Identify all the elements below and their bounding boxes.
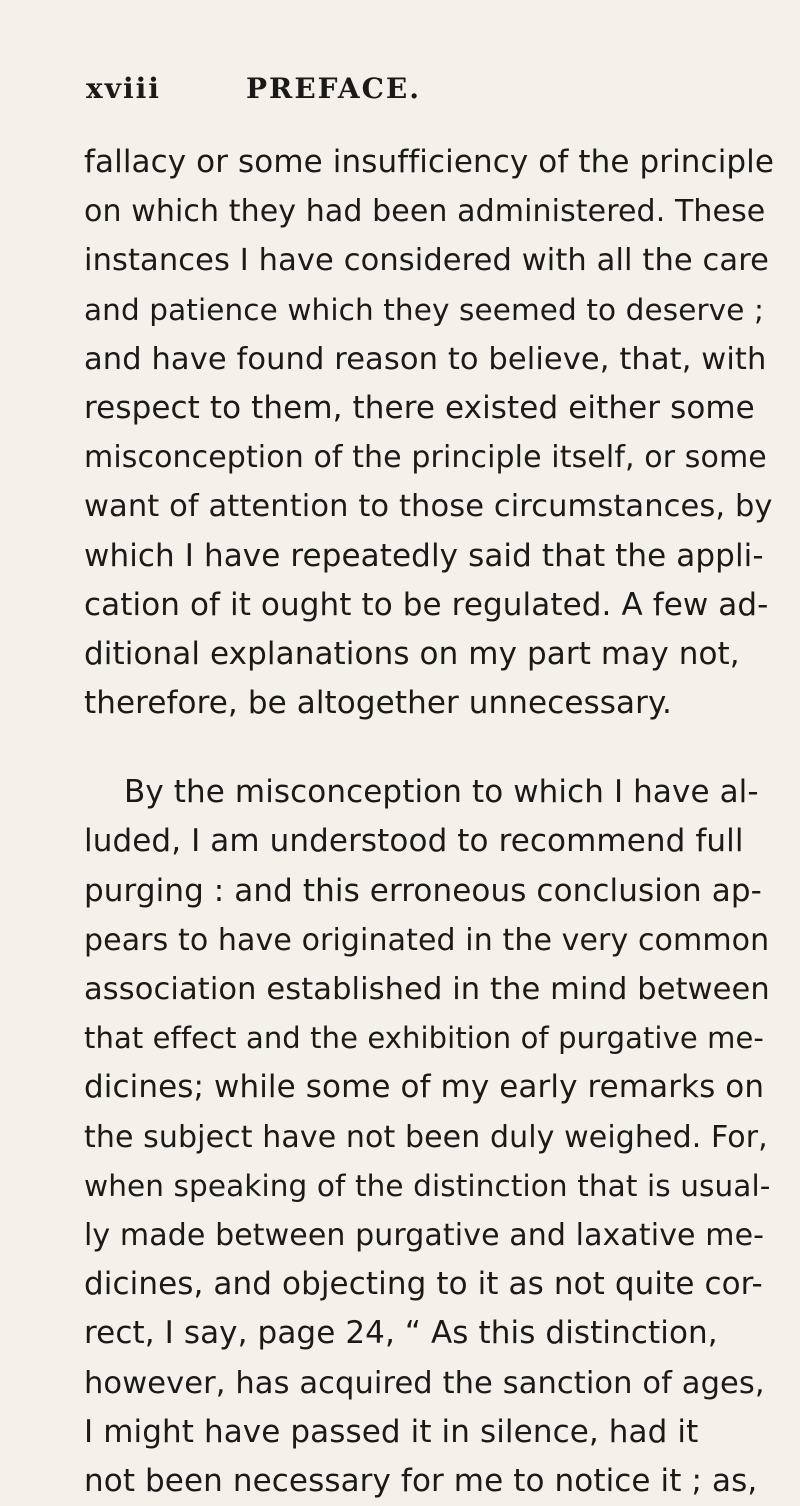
text-line: and have found reason to believe, that, with bbox=[84, 341, 767, 377]
paragraph-gap bbox=[84, 728, 774, 768]
text-line: not been necessary for me to notice it ; as, bbox=[84, 1462, 758, 1499]
text-line: I might have passed it in silence, had it bbox=[84, 1413, 699, 1450]
text-line: ly made between purgative and laxative me- bbox=[84, 1217, 765, 1253]
text-line: want of attention to those circumstances, by bbox=[84, 489, 773, 525]
text-line: when speaking of the distinction that is usual- bbox=[84, 1168, 771, 1203]
text-line: respect to them, there existed either some bbox=[84, 389, 755, 426]
text-line: cation of it ought to be regulated. A few ad- bbox=[84, 586, 769, 623]
paragraph-2 bbox=[84, 768, 774, 1506]
text-line: rect, I say, page 24, “ As this distinction, bbox=[84, 1315, 718, 1352]
text-line: luded, I am understood to recommend full bbox=[84, 823, 744, 860]
text-line: association established in the mind between bbox=[84, 972, 770, 1007]
page-number: xviii bbox=[86, 72, 161, 105]
running-title: PREFACE. bbox=[246, 72, 422, 105]
text-line: dicines, and objecting to it as not quite cor- bbox=[84, 1266, 763, 1303]
text-line: instances I have considered with all the care bbox=[84, 243, 770, 279]
body-text bbox=[84, 138, 774, 1506]
text-line: ditional explanations on my part may not, bbox=[84, 635, 740, 672]
text-line: By the misconception to which I have al- bbox=[124, 774, 759, 811]
running-head bbox=[86, 72, 526, 112]
text-line: dicines; while some of my early remarks on bbox=[84, 1069, 765, 1106]
text-line: purging : and this erroneous conclusion ap- bbox=[84, 872, 762, 909]
text-line: the subject have not been duly weighed. For, bbox=[84, 1119, 768, 1155]
text-line: that effect and the exhibition of purgative me- bbox=[84, 1021, 764, 1056]
text-line: which I have repeatedly said that the appli- bbox=[84, 537, 764, 574]
text-line: and patience which they seemed to deserve ; bbox=[84, 292, 764, 327]
text-line: fallacy or some insufficiency of the principle bbox=[84, 144, 775, 180]
paragraph-1 bbox=[84, 138, 774, 728]
text-line: however, has acquired the sanction of ages, bbox=[84, 1365, 765, 1401]
text-line: pears to have originated in the very common bbox=[84, 922, 770, 958]
text-line: misconception of the principle itself, or some bbox=[84, 440, 767, 476]
text-line: therefore, be altogether unnecessary. bbox=[84, 685, 672, 722]
text-line: on which they had been administered. These bbox=[84, 194, 766, 230]
